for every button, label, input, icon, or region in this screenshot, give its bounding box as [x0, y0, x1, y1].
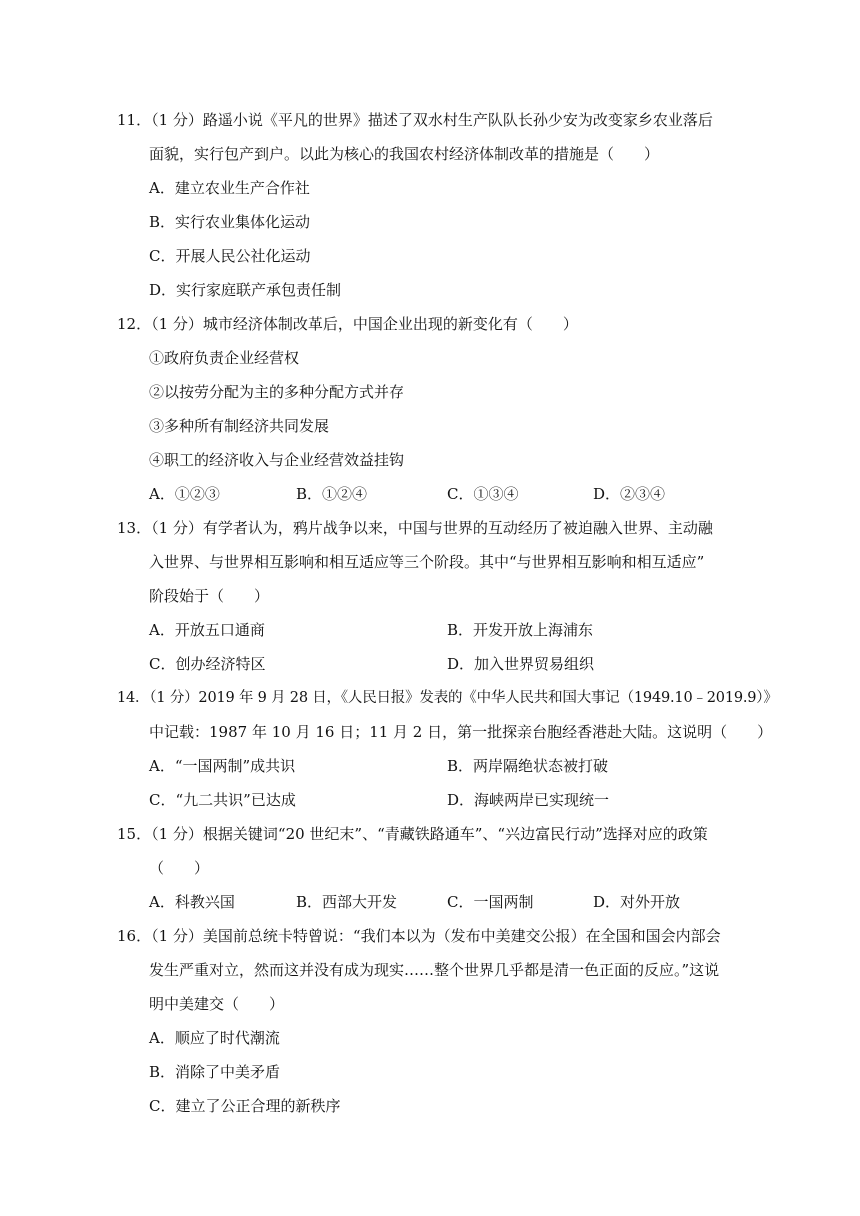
question-11-option-b[interactable]: B．实行农业集体化运动 — [149, 213, 311, 231]
question-14-option-c[interactable]: C．“九二共识”已达成 — [149, 791, 296, 809]
question-12-statement-1: ①政府负责企业经营权 — [149, 349, 300, 367]
question-13-stem-line-3: 阶段始于（ ） — [149, 587, 270, 605]
question-12-option-b[interactable]: B．①②④ — [296, 485, 368, 503]
question-14-option-b[interactable]: B．两岸隔绝状态被打破 — [447, 757, 609, 775]
question-14-stem-line-2: 中记载：1987 年 10 月 16 日；11 月 2 日，第一批探亲台胞经香港赴大陆。这说明（ ） — [149, 723, 773, 741]
question-15-stem-line-1: 15．（1 分）根据关键词“20 世纪末”、“青藏铁路通车”、“兴边富民行动”选择对应的政策 — [117, 825, 708, 843]
question-13-stem-line-1: 13．（1 分）有学者认为，鸦片战争以来，中国与世界的互动经历了被迫融入世界、主动融 — [117, 519, 713, 537]
question-11-option-d[interactable]: D．实行家庭联产承包责任制 — [149, 281, 342, 299]
question-14-stem-line-1: 14．（1 分）2019 年 9 月 28 日，《人民日报》发表的《中华人民共和国大事记（1949.10﹣2019.9）》 — [117, 690, 778, 706]
question-12-statement-2: ②以按劳分配为主的多种分配方式并存 — [149, 383, 405, 401]
question-15-option-b[interactable]: B．西部大开发 — [296, 893, 398, 911]
question-11-stem-line-2: 面貌，实行包产到户。以此为核心的我国农村经济体制改革的措施是（ ） — [149, 145, 660, 163]
question-16-option-b[interactable]: B．消除了中美矛盾 — [149, 1063, 281, 1081]
question-11-option-a[interactable]: A．建立农业生产合作社 — [149, 179, 310, 197]
question-14-option-d[interactable]: D．海峡两岸已实现统一 — [447, 791, 610, 809]
question-15-stem-line-2: （ ） — [149, 859, 210, 877]
question-16-stem-line-1: 16．（1 分）美国前总统卡特曾说：“我们本以为（发布中美建交公报）在全国和国会内部会 — [117, 927, 721, 945]
question-12-stem-line-1: 12．（1 分）城市经济体制改革后，中国企业出现的新变化有（ ） — [117, 315, 578, 333]
question-13-option-a[interactable]: A．开放五口通商 — [149, 621, 265, 639]
question-12-option-a[interactable]: A．①②③ — [149, 485, 220, 503]
question-16-stem-line-3: 明中美建交（ ） — [149, 995, 285, 1013]
question-12-statement-4: ④职工的经济收入与企业经营效益挂钩 — [149, 451, 405, 469]
question-13-option-d[interactable]: D．加入世界贸易组织 — [447, 655, 595, 673]
question-11-option-c[interactable]: C．开展人民公社化运动 — [149, 247, 311, 265]
question-12-option-c[interactable]: C．①③④ — [447, 485, 519, 503]
question-15-option-c[interactable]: C．一国两制 — [447, 893, 534, 911]
question-16-option-c[interactable]: C．建立了公正合理的新秩序 — [149, 1097, 341, 1115]
question-13-stem-line-2: 入世界、与世界相互影响和相互适应等三个阶段。其中“与世界相互影响和相互适应” — [149, 553, 705, 571]
question-11-stem-line-1: 11．（1 分）路遥小说《平凡的世界》描述了双水村生产队队长孙少安为改变家乡农业落后 — [117, 111, 713, 129]
question-15-option-d[interactable]: D．对外开放 — [593, 893, 681, 911]
question-16-stem-line-2: 发生严重对立，然而这并没有成为现实……整个世界几乎都是清一色正面的反应。”这说 — [149, 961, 720, 979]
question-16-option-a[interactable]: A．顺应了时代潮流 — [149, 1029, 280, 1047]
question-13-option-b[interactable]: B．开发开放上海浦东 — [447, 621, 594, 639]
question-14-option-a[interactable]: A．“一国两制”成共识 — [149, 757, 296, 775]
question-12-option-d[interactable]: D．②③④ — [593, 485, 666, 503]
question-13-option-c[interactable]: C．创办经济特区 — [149, 655, 266, 673]
question-15-option-a[interactable]: A．科教兴国 — [149, 893, 235, 911]
question-12-statement-3: ③多种所有制经济共同发展 — [149, 417, 330, 435]
